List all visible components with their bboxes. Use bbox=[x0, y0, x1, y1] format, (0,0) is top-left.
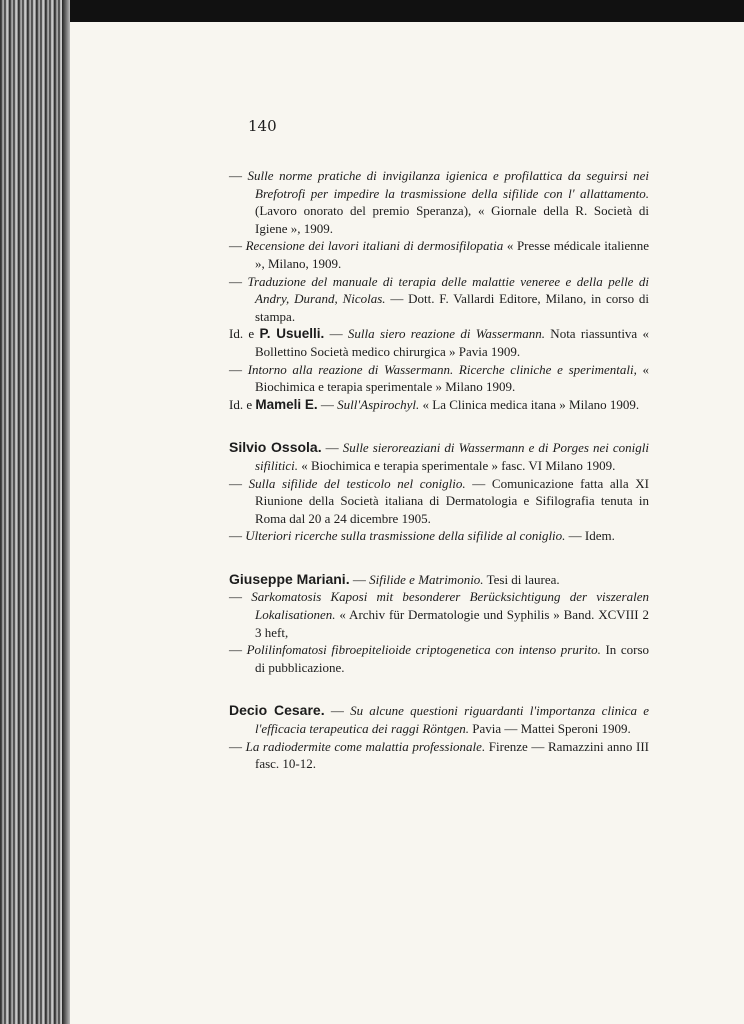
work-title: Sifilide e Matrimonio. bbox=[369, 571, 484, 587]
bibliography-entry: Id. e Mameli E. — Sull'Aspirochyl. « La Clinica medica itana » Milano 1909. bbox=[229, 396, 640, 412]
bibliography-entry: Giuseppe Mariani. — Sifilide e Matrimonio. Tesi di laurea. bbox=[229, 570, 560, 587]
author-name: Decio Cesare. bbox=[229, 702, 325, 719]
coauthor-name: P. Usuelli. bbox=[259, 326, 325, 342]
page-number: 140 bbox=[248, 117, 277, 135]
work-title: Su alcune questioni riguardanti l'importanza clinica e l'efficacia terapeutica dei raggi Röntgen. bbox=[255, 703, 650, 737]
book-spine bbox=[0, 0, 70, 1024]
bibliography-entry: — La radiodermite come malattia professionale. Firenze — Ramazzini anno III fasc. 10-12. bbox=[229, 738, 650, 772]
scan-top-border bbox=[0, 0, 744, 22]
author-name: Giuseppe Mariani. bbox=[229, 570, 350, 587]
work-title: Sulla sifilide del testicolo nel coniglio. bbox=[248, 475, 466, 491]
work-title: Traduzione del manuale di terapia delle malattie veneree e della pelle di Andry, Durand, Nicolas. bbox=[247, 273, 649, 307]
bibliography-section bbox=[229, 571, 649, 677]
page-gutter bbox=[62, 0, 70, 1024]
bibliography-entry: — Polilinfomatosi fibroepitelioide criptogenetica con intenso prurito. In corso di pubblicazione. bbox=[229, 642, 650, 675]
bibliography-entry: — Ulteriori ricerche sulla trasmissione della sifilide al coniglio. — Idem. bbox=[229, 528, 615, 544]
work-title: La radiodermite come malattia professionale. bbox=[245, 738, 486, 754]
bibliography-section bbox=[229, 439, 649, 545]
work-title: Sulle norme pratiche di invigilanza igienica e profilattica da seguirsi nei Brefotrofi per impedire la trasmissione della sifilide con l' allattamento. bbox=[247, 168, 650, 201]
bibliography-entry: — Sarkomatosis Kaposi mit besonderer Berücksichtigung der viszeralen Lokalisationen. « Archiv für Dermatologie und Syphilis » Band. XCVIII 2 3 heft, bbox=[229, 589, 649, 640]
bibliography bbox=[229, 153, 649, 773]
bibliography-entry: — Recensione dei lavori italiani di dermosifilopatia « Presse médicale italienne », Milano, 1909. bbox=[229, 238, 650, 271]
bibliography-entry: Id. e P. Usuelli. — Sulla siero reazione di Wassermann. Nota riassuntiva « Bollettino Società medico chirurgica » Pavia 1909. bbox=[229, 326, 650, 359]
bibliography-entry: — Sulla sifilide del testicolo nel coniglio. — Comunicazione fatta alla XI Riunione della Società italiana di Dermatologia e Sifilografia tenuta in Roma dal 20 a 24 dicembre 1905. bbox=[229, 475, 649, 526]
work-title: Sulla siero reazione di Wassermann. bbox=[347, 326, 545, 342]
bibliography-entry: — Sulle norme pratiche di invigilanza igienica e profilattica da seguirsi nei Brefotrofi per impedire la trasmissione della sifilide con l' allattamento. (Lavoro onorato del premio Speranza), « Giornale della R. Società di Igiene », 1909. bbox=[229, 168, 650, 236]
author-name: Silvio Ossola. bbox=[229, 439, 322, 456]
bibliography-entry: — Intorno alla reazione di Wassermann. Ricerche cliniche e sperimentali, « Biochimica e terapia sperimentale » Milano 1909. bbox=[229, 361, 650, 395]
work-title: Ulteriori ricerche sulla trasmissione della sifilide al coniglio. bbox=[245, 528, 566, 544]
work-title: Sulle sieroreaziani di Wassermann e di Porges nei conigli sifilitici. bbox=[255, 440, 649, 473]
work-title: Polilinfomatosi fibroepitelioide criptogenetica con intenso prurito. bbox=[246, 642, 601, 658]
coauthor-name: Mameli E. bbox=[255, 396, 318, 412]
work-title: Sarkomatosis Kaposi mit besonderer Berücksichtigung der viszeralen Lokalisationen. bbox=[251, 589, 649, 623]
work-title: Sull'Aspirochyl. bbox=[337, 396, 420, 412]
bibliography-entry: — Traduzione del manuale di terapia delle malattie veneree e della pelle di Andry, Durand, Nicolas. — Dott. F. Vallardi Editore, Milano, in corso di stampa. bbox=[229, 273, 649, 324]
bibliography-entry: Silvio Ossola. — Sulle sieroreaziani di Wassermann e di Porges nei conigli sifilitici. « Biochimica e terapia sperimentale » fasc. VI Milano 1909. bbox=[229, 439, 649, 473]
work-title: Intorno alla reazione di Wassermann. Ricerche cliniche e sperimentali, bbox=[247, 361, 637, 377]
work-title: Recensione dei lavori italiani di dermosifilopatia bbox=[245, 238, 504, 254]
bibliography-entry: Decio Cesare. — Su alcune questioni riguardanti l'importanza clinica e l'efficacia terapeutica dei raggi Röntgen. Pavia — Mattei Speroni 1909. bbox=[229, 702, 650, 737]
bibliography-section bbox=[229, 167, 649, 413]
bibliography-section bbox=[229, 702, 649, 772]
